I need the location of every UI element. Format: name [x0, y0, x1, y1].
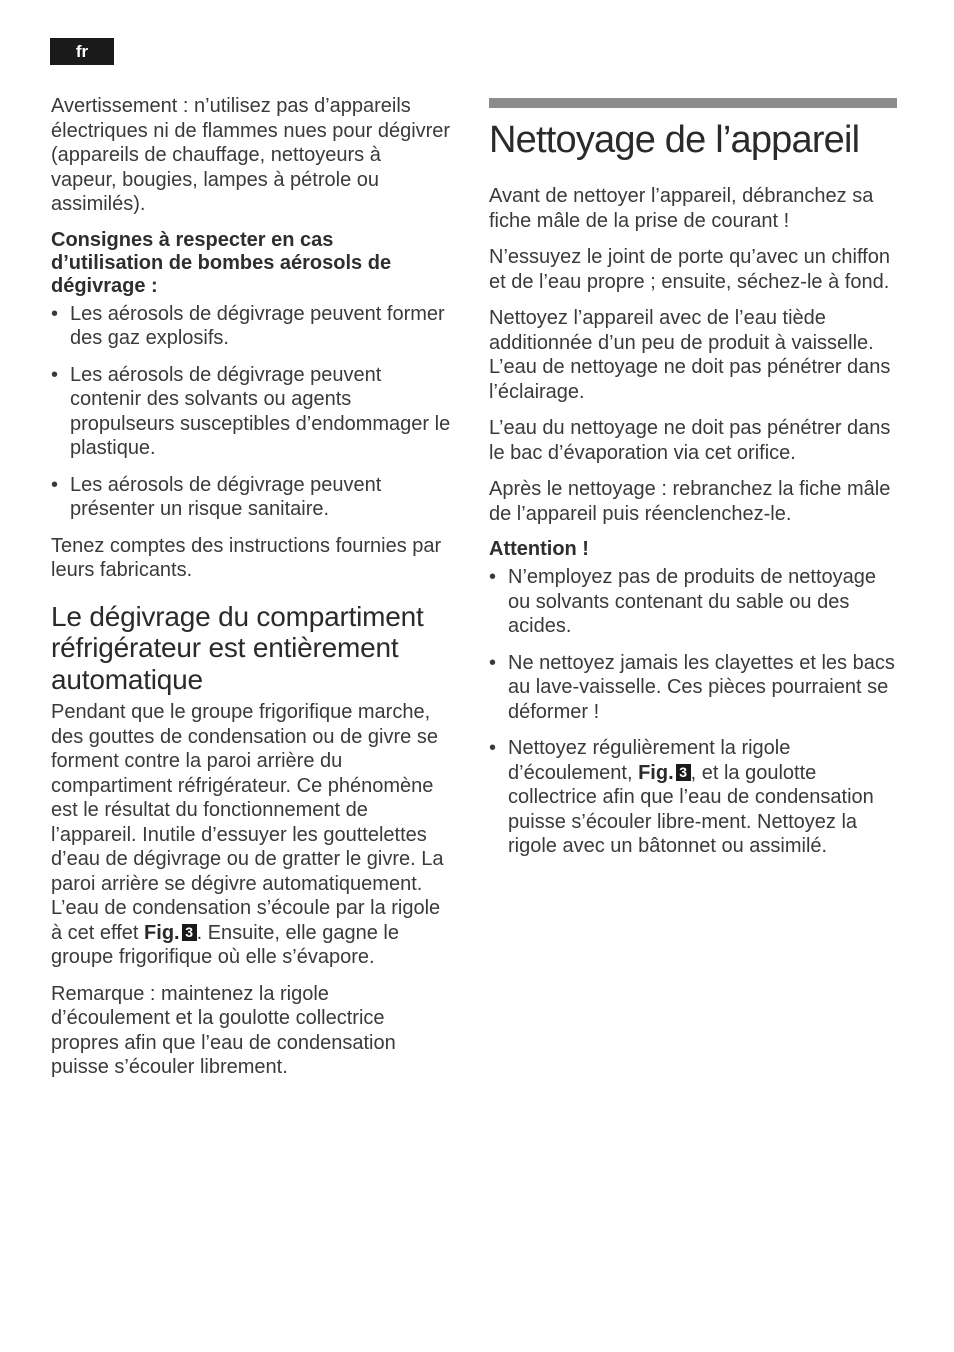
list-item: • Les aérosols de dégivrage peuvent présenter un risque sanitaire. [51, 473, 451, 522]
cleaning-paragraph-1: Avant de nettoyer l’appareil, débranchez sa fiche mâle de la prise de courant ! [489, 185, 874, 232]
aerosol-heading: Consignes à respecter en cas d’utilisation de bombes aérosols de dégivrage : [51, 228, 392, 297]
attention-item3-part-1: Nettoyez régulièrement la rigole d’écoulement, [508, 737, 791, 784]
figure-reference: Fig. [638, 761, 674, 784]
defrost-section-heading: Le dégivrage du compartiment réfrigérateur est entièrement automatique [51, 600, 424, 695]
aerosol-list [51, 302, 451, 522]
defrost-warning: Avertissement : n’utilisez pas d’appareils électriques ni de flammes nues pour dégivrer (appareils de chauffage, nettoyeurs à vapeur, bougies, lampes à pétrole ou assimilés). [51, 95, 451, 215]
attention-heading: Attention ! [489, 538, 589, 560]
figure-number-badge: 3 [182, 924, 197, 941]
list-item: • N’employez pas de produits de nettoyage ou solvants contenant du sable ou des acides. [489, 565, 899, 639]
manufacturer-note: Tenez comptes des instructions fournies par leurs fabricants. [51, 534, 442, 581]
cleaning-paragraph-5: Après le nettoyage : rebranchez la fiche mâle de l’appareil puis réenclenchez-le. [489, 478, 891, 525]
language-tab: fr [50, 38, 114, 65]
attention-item3-part-2: , et la goulotte collectrice afin que l’eau de condensation puisse s’écouler libre-ment. Nettoyez la rigole avec un bâtonnet ou assimilé. [508, 761, 874, 857]
cleaning-paragraph-3: Nettoyez l’appareil avec de l’eau tiède additionnée d’un peu de produit à vaisselle. L’eau de nettoyage ne doit pas pénétrer dans l’éclairage. [489, 307, 891, 403]
cleaning-paragraph-2: N’essuyez le joint de porte qu’avec un chiffon et de l’eau propre ; ensuite, séchez-le à fond. [489, 246, 890, 293]
list-item: • Ne nettoyez jamais les clayettes et les bacs au lave-vaisselle. Ces pièces pourraient se déformer ! [489, 651, 899, 725]
list-item: • Les aérosols de dégivrage peuvent former des gaz explosifs. [51, 302, 451, 351]
right-column [489, 94, 899, 871]
list-item: • Les aérosols de dégivrage peuvent contenir des solvants ou agents propulseurs susceptibles d’endommager le plastique. [51, 363, 451, 461]
list-item [489, 736, 899, 859]
figure-number-badge: 3 [676, 764, 691, 781]
cleaning-title: Nettoyage de l’appareil [489, 119, 860, 161]
defrost-text-part-1: Pendant que le groupe frigorifique marche, des gouttes de condensation ou de givre se forment contre la paroi arrière du compartiment réfrigérateur. Ce phénomène est le résultat du fonctionnement de l’appareil. Inutile d’essuyer les gouttelettes d’eau de dégivrage ou de gratter le givre. La paroi arrière se dégivre automatiquement. L’eau de condensation s’écoule par la rigole à cet effet [51, 701, 444, 944]
section-rule [489, 98, 897, 108]
figure-reference: Fig. [144, 921, 180, 944]
left-column [51, 94, 451, 1092]
defrost-paragraph [51, 700, 451, 970]
attention-list [489, 565, 899, 859]
cleaning-paragraph-4: L’eau du nettoyage ne doit pas pénétrer dans le bac d’évaporation via cet orifice. [489, 417, 891, 464]
defrost-text-part-2: . Ensuite, elle gagne le groupe frigorifique où elle s’évapore. [51, 921, 399, 968]
remark-paragraph: Remarque : maintenez la rigole d’écoulement et la goulotte collectrice propres afin que l’eau de condensation puisse s’écouler librement. [51, 982, 396, 1078]
